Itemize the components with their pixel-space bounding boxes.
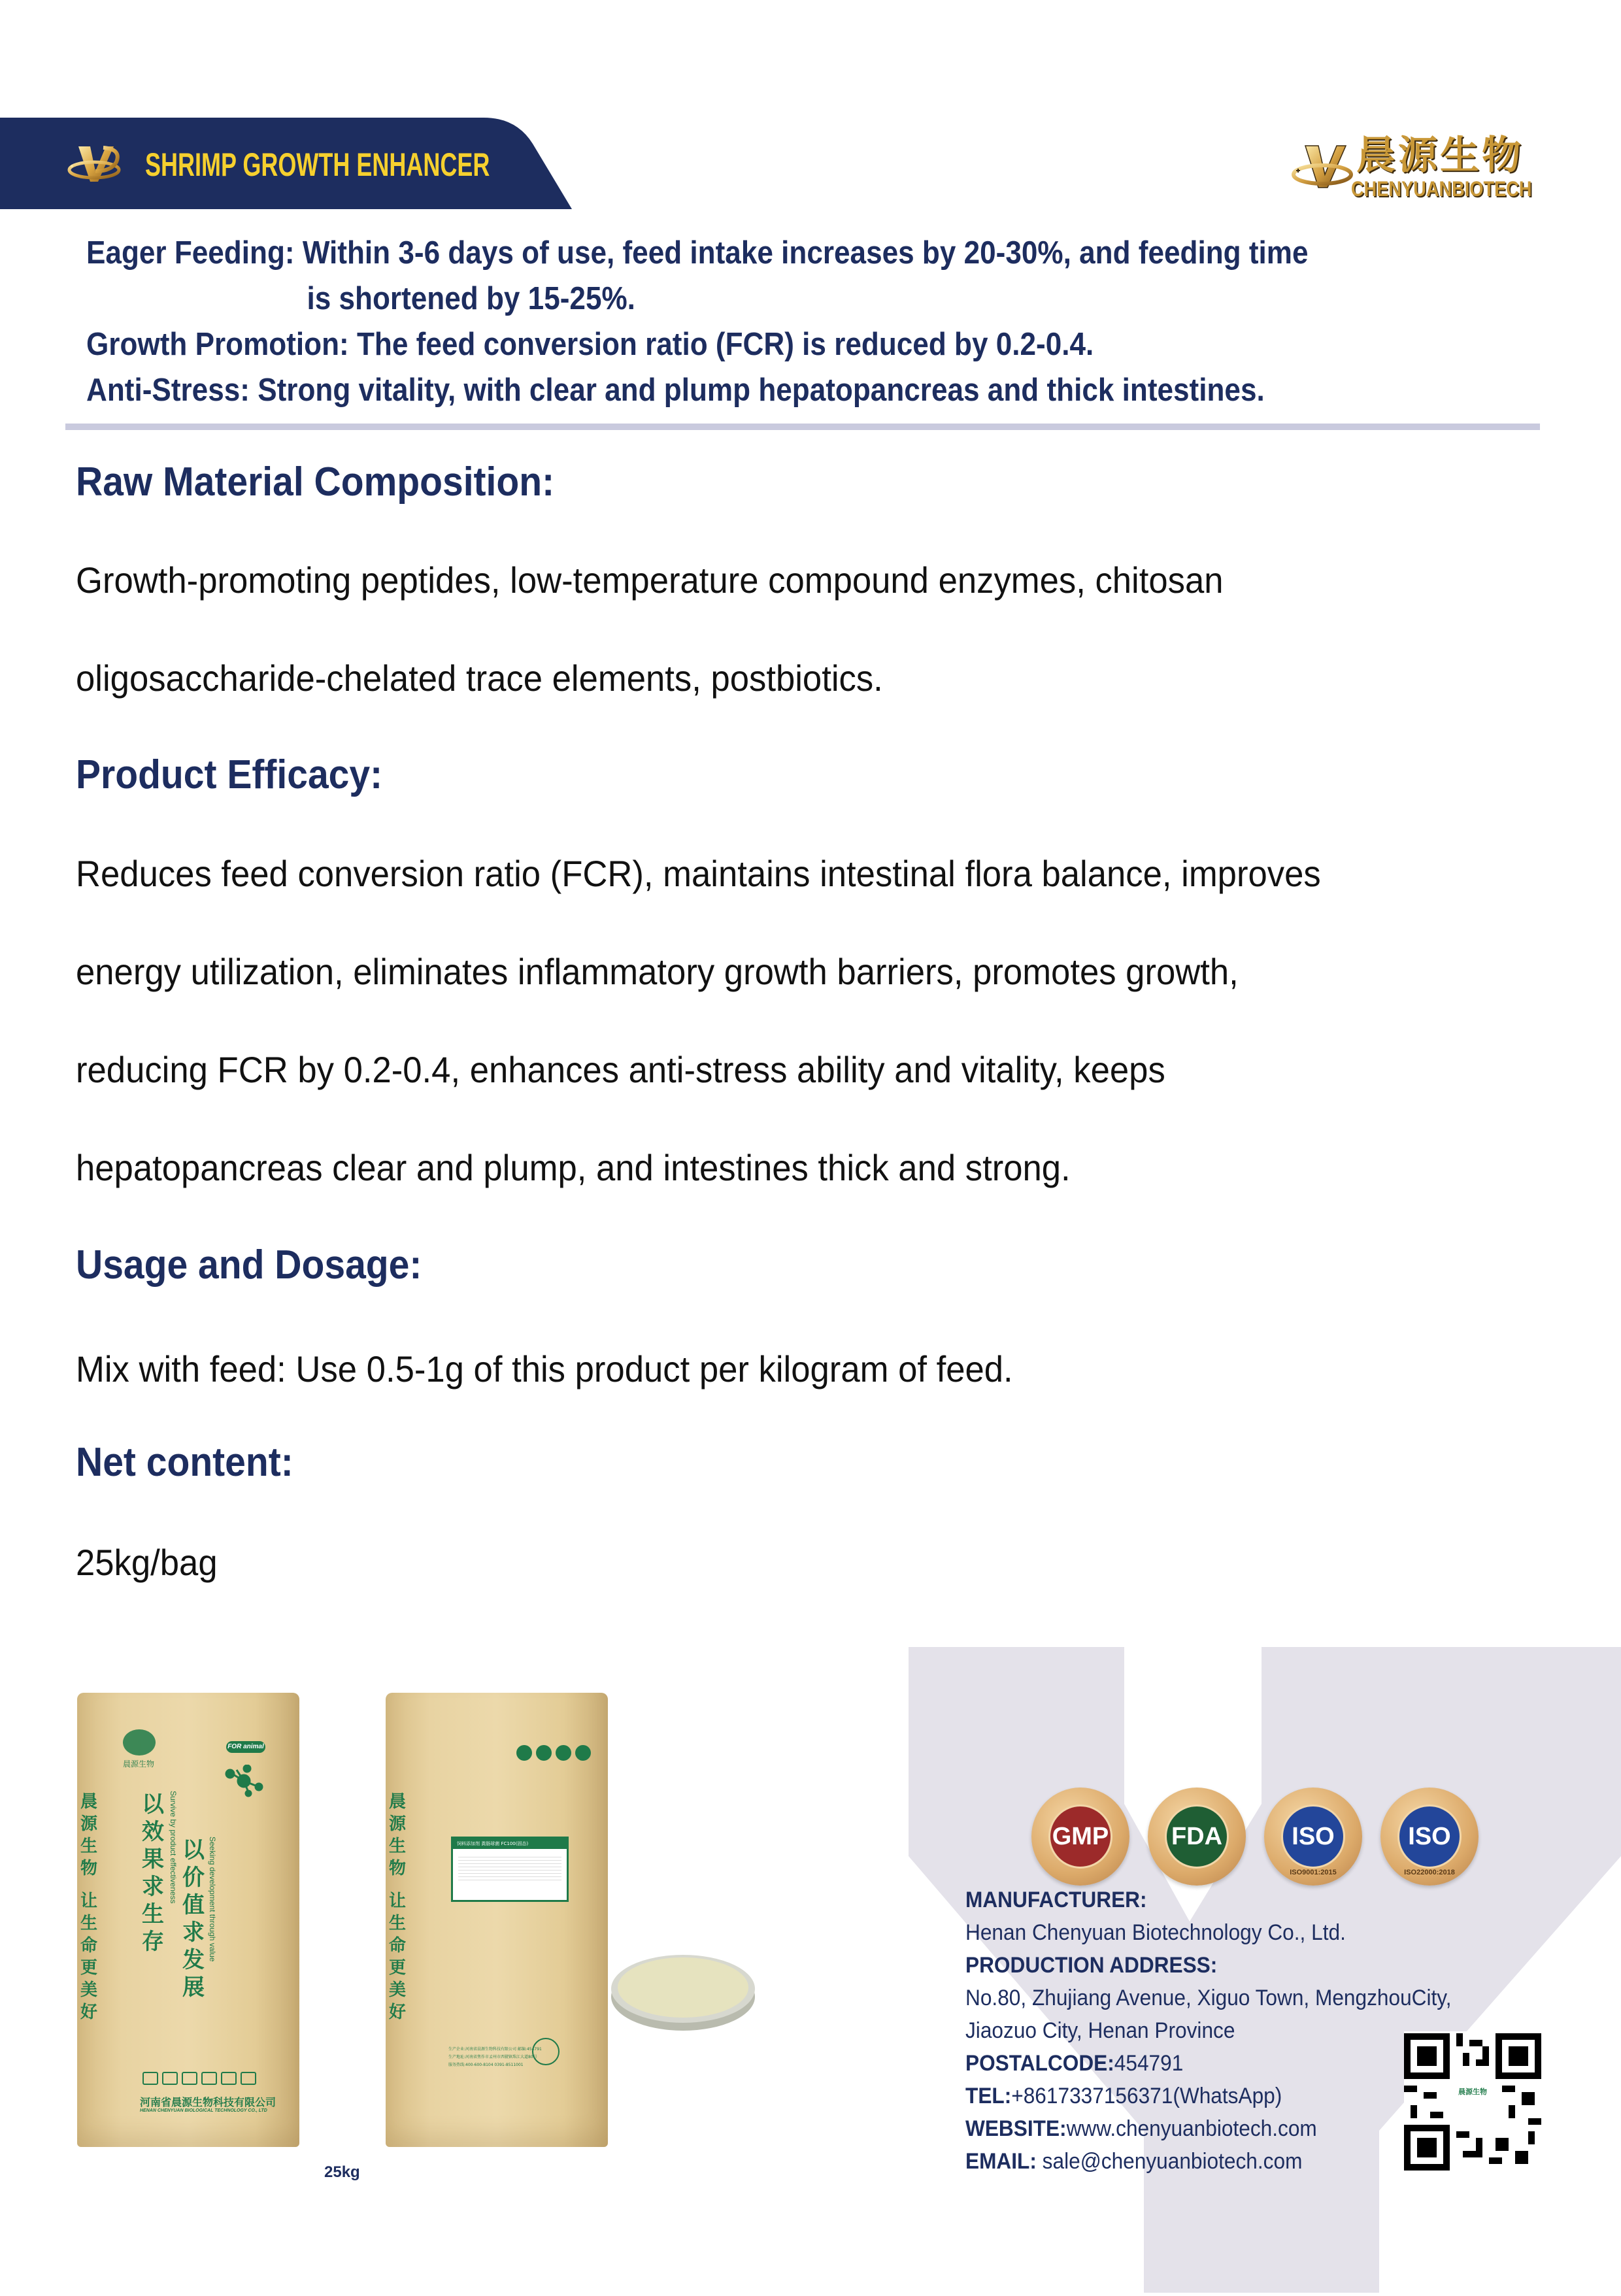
feature-icon [516, 1745, 532, 1761]
cert-label: FDA [1165, 1805, 1229, 1869]
net-content-value: 25kg/bag [76, 1542, 218, 1583]
cert-sub: ISO22000:2018 [1404, 1869, 1455, 1876]
qr-code-icon [1404, 2031, 1541, 2172]
section-title-usage: Usage and Dosage: [76, 1242, 422, 1288]
molecule-icon [221, 1765, 267, 1797]
brand-logo [1291, 134, 1565, 206]
bag-label-title: 饲料添加剂 粪肠球菌 FC100(固态) [453, 1838, 567, 1849]
section-title-raw-material: Raw Material Composition: [76, 459, 555, 505]
bag-brand-logo-icon [123, 1729, 156, 1755]
qr-code[interactable] [1404, 2031, 1541, 2172]
cert-label: ISO [1281, 1805, 1345, 1869]
raw-material-line: oligosaccharide-chelated trace elements, postbiotics. [76, 657, 883, 699]
product-bag-back [386, 1693, 608, 2147]
qr-center-logo: 晨源生物 [1458, 2088, 1487, 2096]
product-bag-front [77, 1693, 299, 2147]
efficacy-line: hepatopancreas clear and plump, and intestines thick and strong. [76, 1147, 1071, 1188]
cert-label: GMP [1048, 1805, 1112, 1869]
raw-material-line: Growth-promoting peptides, low-temperature compound enzymes, chitosan [76, 559, 1224, 601]
address-line-2: Jiaozuo City, Henan Province [965, 2018, 1235, 2043]
bag-brand-cn: 晨源生物 [123, 1759, 155, 1769]
postal-value: 454791 [1114, 2051, 1184, 2076]
bag-company-en: HENAN CHENYUAN BIOLOGICAL TECHNOLOGY CO., LTD [140, 2108, 267, 2113]
duck-icon [201, 2072, 217, 2085]
microscope-icon [536, 1745, 552, 1761]
website-label: WEBSITE: [965, 2116, 1067, 2141]
highlight-eager-feeding-cont: is shortened by 15-25%. [307, 281, 635, 316]
tel-label: TEL: [965, 2084, 1012, 2108]
highlight-eager-feeding: Eager Feeding: Within 3-6 days of use, feed intake increases by 20-30%, and feeding time [86, 235, 1309, 271]
bag-for-animal-pill: FOR animal [226, 1741, 265, 1753]
highlight-anti-stress: Anti-Stress: Strong vitality, with clear and plump hepatopancreas and thick intestines. [86, 373, 1265, 408]
bag-weight-label: 25kg [324, 2163, 360, 2181]
vp-gold-logo-icon [1291, 141, 1356, 193]
bag-slogan-2-en: Seeking development through value [208, 1837, 217, 1962]
efficacy-line: reducing FCR by 0.2-0.4, enhances anti-stress ability and vitality, keeps [76, 1049, 1165, 1090]
bag-label-table [458, 1854, 561, 1880]
chicken-icon [182, 2072, 197, 2085]
manufacturer-value: Henan Chenyuan Biotechnology Co., Ltd. [965, 1920, 1346, 1945]
header-banner [0, 118, 572, 209]
usage-line: Mix with feed: Use 0.5-1g of this product per kilogram of feed. [76, 1348, 1013, 1389]
efficacy-line: Reduces feed conversion ratio (FCR), maintains intestinal flora balance, improves [76, 853, 1321, 894]
powder-dish-image [605, 1938, 755, 2036]
tel-value[interactable]: +8617337156371(WhatsApp) [1011, 2084, 1282, 2108]
postal-label: POSTALCODE: [965, 2051, 1114, 2076]
manufacturer-label: MANUFACTURER: [965, 1888, 1147, 1912]
website-link[interactable]: www.chenyuanbiotech.com [1066, 2116, 1317, 2141]
bag-company-cn: 河南省晨源生物科技有限公司 [140, 2096, 276, 2108]
bag-slogan-2-cn: 以价值求发展 [182, 1837, 205, 2001]
address-line-1: No.80, Zhujiang Avenue, Xiguo Town, MengzhouCity, [965, 1986, 1452, 2010]
section-title-net-content: Net content: [76, 1440, 293, 1485]
bag-feature-icons [516, 1745, 591, 1761]
lab-icon [575, 1745, 591, 1761]
cert-label: ISO [1397, 1805, 1462, 1869]
bag-label [451, 1837, 569, 1902]
brand-name-cn: 晨源生物 [1356, 133, 1524, 178]
bag-slogan-1-cn: 以效果求生存 [142, 1791, 164, 1955]
shrimp-icon [221, 2072, 237, 2085]
cow-icon [162, 2072, 178, 2085]
header-divider [65, 424, 1540, 430]
cert-badge-fda [1148, 1788, 1246, 1886]
efficacy-line: energy utilization, eliminates inflammatory growth barriers, promotes growth, [76, 951, 1239, 992]
bag-animal-icons [142, 2072, 256, 2085]
bag-side-slogan: 晨源生物 让生命更美好 [80, 1792, 97, 2022]
highlight-growth-promotion: Growth Promotion: The feed conversion ratio (FCR) is reduced by 0.2-0.4. [86, 327, 1094, 362]
brand-name-en: CHENYUANBIOTECH [1351, 177, 1532, 201]
cert-badge-iso22000 [1380, 1788, 1479, 1886]
cert-badge-gmp [1031, 1788, 1129, 1886]
address-label: PRODUCTION ADDRESS: [965, 1953, 1218, 1978]
email-link[interactable]: sale@chenyuanbiotech.com [1036, 2149, 1303, 2174]
email-label: EMAIL: [965, 2149, 1037, 2174]
cert-badge-iso9001 [1264, 1788, 1362, 1886]
pig-icon [142, 2072, 158, 2085]
vp-logo-icon [65, 142, 124, 186]
cert-sub: ISO9001:2015 [1290, 1869, 1337, 1876]
banner-title: SHRIMP GROWTH ENHANCER [145, 146, 490, 183]
fish-icon [241, 2072, 256, 2085]
bag-side-slogan: 晨源生物 让生命更美好 [388, 1792, 406, 2022]
highlights-list [86, 230, 1577, 413]
recycle-icon [532, 2038, 560, 2065]
bag-back-footer: 生产企业:河南省晨源生物科技有限公司 邮编:454791 生产地址:河南省焦作市孟州市西虢镇珠江大道80号 服务热线:400-600-8104 0391-8511001 [448, 2047, 542, 2067]
section-title-efficacy: Product Efficacy: [76, 752, 383, 797]
dna-icon [556, 1745, 571, 1761]
bag-slogan-1-en: Survive by product effectiveness [169, 1791, 178, 1904]
